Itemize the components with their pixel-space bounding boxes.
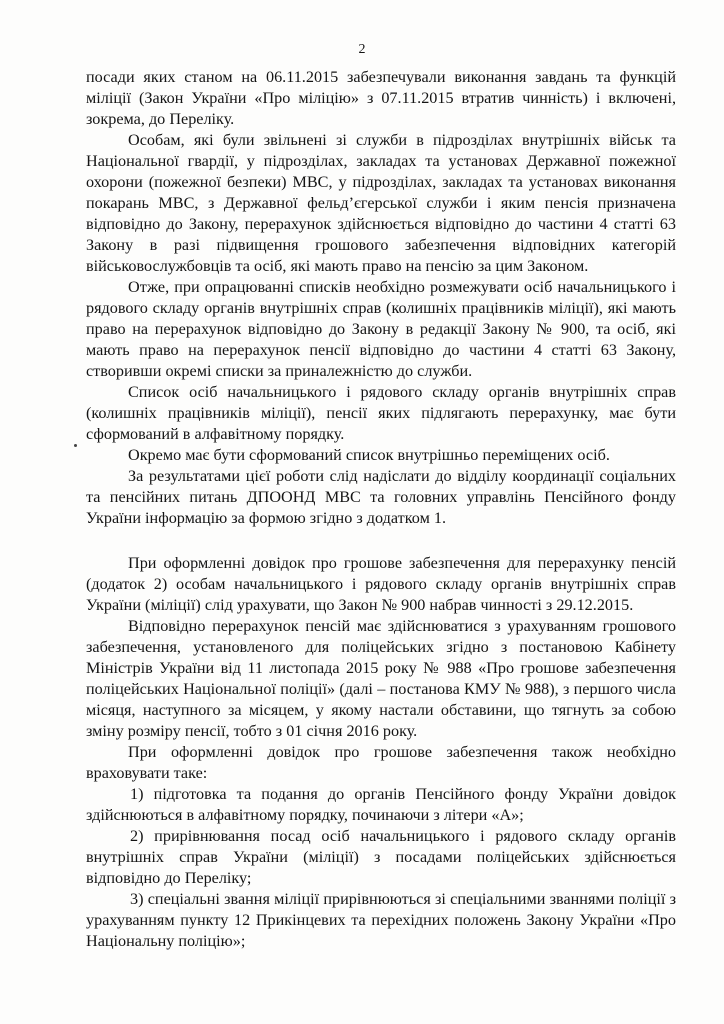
list-item-2: 2) прирівнювання посад осіб начальницького і рядового складу органів внутрішніх справ України (міліції) з посадами поліцейських здійснюється відповідно до Переліку; <box>86 827 676 887</box>
paragraph-separate-lists: Отже, при опрацюванні списків необхідно розмежувати осіб начальницького і рядового складу органів внутрішніх справ (колишніх працівників міліції), які мають право на перерахунок відповідно до Закону в редакції Закону № 900, та осіб, які мають право на перерахунок пенсії відповідно до частини 4 статті 63 Закону, створивши окремі списки за приналежністю до служби. <box>86 278 676 380</box>
paragraph-recalculation: Відповідно перерахунок пенсій має здійснюватися з урахуванням грошового забезпечення, установленого для поліцейських згідно з постановою Кабінету Міністрів України від 11 листопада 2015 року № 988 «Про грошове забезпечення поліцейських Національної поліції» (далі – постанова КМУ № 988), з першого числа місяця, наступного за місяцем, у якому настали обставини, що тягнуть за собою зміну розміру пенсії, тобто з 01 січня 2016 року. <box>86 617 676 740</box>
list-item-3: 3) спеціальні звання міліції прирівнюються зі спеціальними званнями поліції з урахуванням пункту 12 Прикінцевих та перехідних положень Закону України «Про Національну поліцію»; <box>86 890 676 950</box>
page-number: 2 <box>358 42 366 57</box>
paragraph-continuation: посади яких станом на 06.11.2015 забезпечували виконання завдань та функцій міліції (Закон України «Про міліцію» з 07.11.2015 втратив чинність) і включені, зокрема, до Переліку. <box>86 68 676 128</box>
document-body <box>86 67 676 952</box>
scan-speck <box>74 444 77 447</box>
list-item-1: 1) підготовка та подання до органів Пенсійного фонду України довідок здійснюються в алфавітному порядку, починаючи з літери «А»; <box>86 785 676 824</box>
paragraph-displaced-persons: Окремо має бути сформований список внутрішньо переміщених осіб. <box>128 446 610 464</box>
paragraph-alphabetical-list: Список осіб начальницького і рядового складу органів внутрішніх справ (колишніх працівників міліції), пенсії яких підлягають перерахунку, має бути сформований в алфавітному порядку. <box>86 383 676 443</box>
paragraph-send-information: За результатами цієї роботи слід надіслати до відділу координації соціальних та пенсійних питань ДПООНД МВС та головних управлінь Пенсійного фонду України інформацію за формою згідно з додатком 1. <box>86 467 676 527</box>
paragraph-consider-following: При оформленні довідок про грошове забезпечення також необхідно враховувати таке: <box>86 743 676 782</box>
paragraph-dismissed-persons: Особам, які були звільнені зі служби в підрозділах внутрішніх військ та Національної гвардії, у підрозділах, закладах та установах Державної пожежної охорони (пожежної безпеки) МВС, у підрозділах, закладах та установах виконання покарань МВС, з Державної фельд’єгерської служби і яким пенсія призначена відповідно до Закону, перерахунок здійснюється відповідно до частини 4 статті 63 Закону в разі підвищення грошового забезпечення відповідних категорій військовослужбовців та осіб, які мають право на пенсію за цим Законом. <box>86 131 676 275</box>
paragraph-salary-certificates: При оформленні довідок про грошове забезпечення для перерахунку пенсій (додаток 2) особам начальницького і рядового складу органів внутрішніх справ України (міліції) слід урахувати, що Закон № 900 набрав чинності з 29.12.2015. <box>86 554 676 614</box>
